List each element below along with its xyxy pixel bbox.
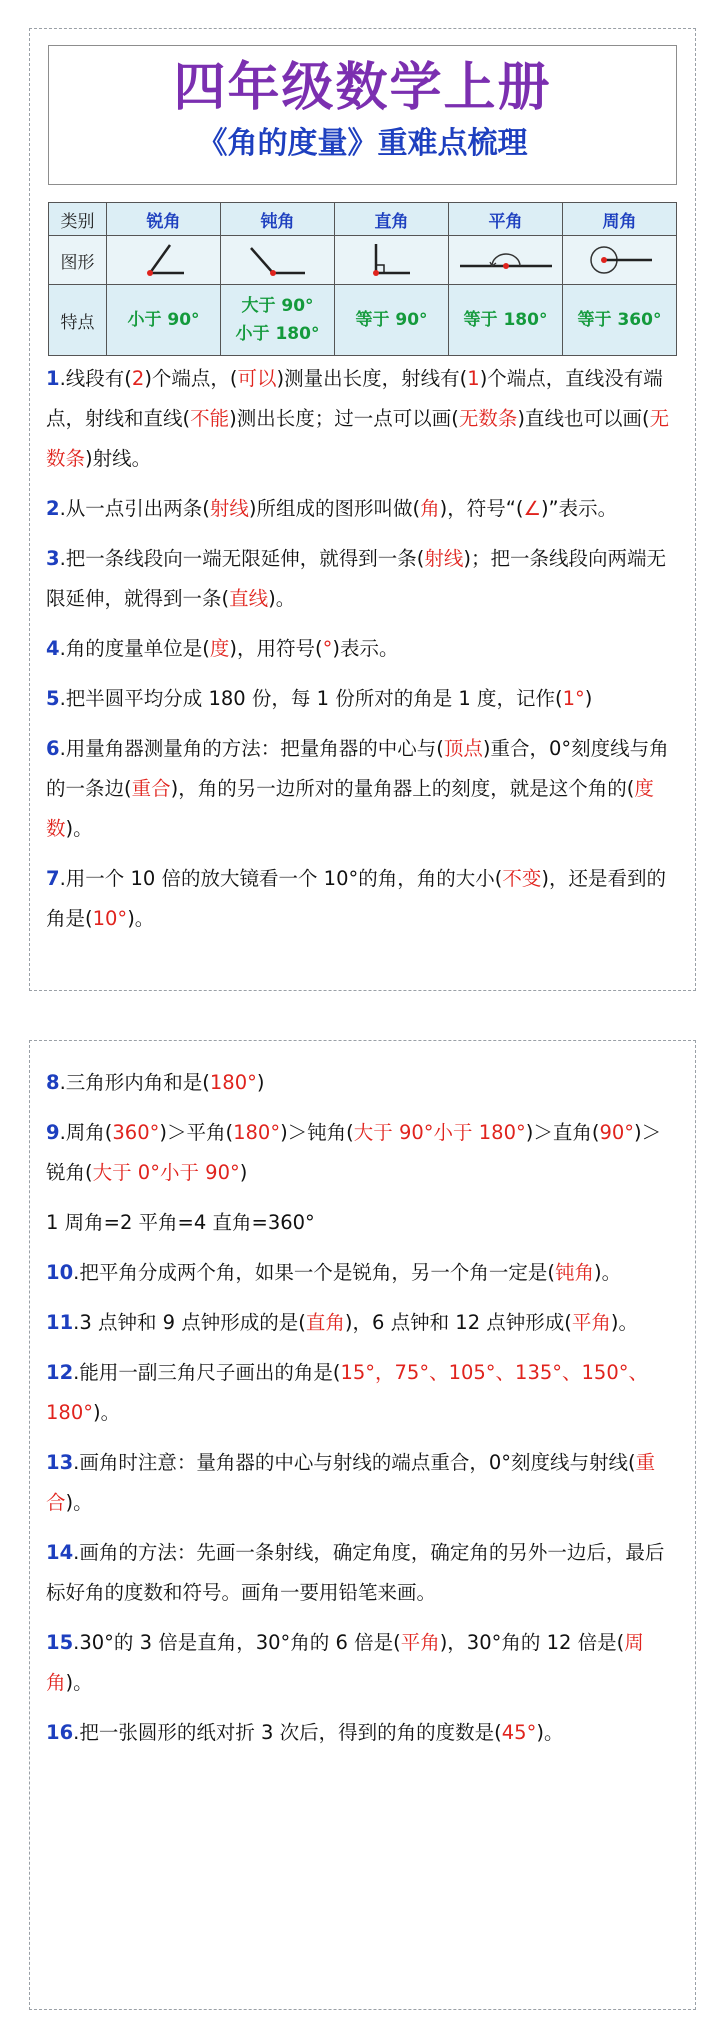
item-text: )。: [65, 1671, 93, 1694]
item-number: 3: [46, 547, 60, 570]
answer-text: 直线: [229, 587, 269, 610]
answer-text: 1: [467, 367, 480, 390]
answer-text: 重合: [46, 1451, 656, 1514]
table-shape-row: [49, 236, 677, 285]
item-number: 5: [46, 687, 60, 710]
item-text: )，角的另一边所对的量角器上的刻度，就是这个角的(: [170, 777, 635, 800]
item-text: )，6 点钟和 12 点钟形成(: [344, 1311, 572, 1334]
col-right: 直角: [335, 203, 449, 236]
obtuse-angle-icon: [243, 240, 313, 280]
item-text: )＞平角(: [159, 1121, 234, 1144]
answer-text: 不能: [190, 407, 230, 430]
item-text: .3 点钟和 9 点钟形成的是(: [73, 1311, 306, 1334]
answer-text: 45°: [501, 1721, 537, 1744]
item-text: .用量角器测量角的方法：把量角器的中心与(: [59, 737, 444, 760]
col-acute: 锐角: [107, 203, 221, 236]
item-text: )个端点，(: [144, 367, 238, 390]
item-text: )，符号“(: [439, 497, 524, 520]
item-number: 11: [46, 1311, 74, 1334]
item-text: ): [584, 687, 593, 710]
item-text: )测量出长度，射线有(: [276, 367, 468, 390]
item-text: )重合，0°刻度线与角的一条边(: [46, 737, 669, 800]
acute-feature-line: 小于 90°: [127, 310, 200, 330]
item-text: ): [239, 1161, 248, 1184]
right-shape-cell: [335, 236, 449, 285]
item-number: 14: [46, 1541, 74, 1564]
acute-shape-cell: [107, 236, 221, 285]
answer-text: 大于 0°小于 90°: [92, 1161, 240, 1184]
right-feature: [335, 285, 449, 356]
item-text: )”表示。: [540, 497, 618, 520]
knowledge-item: [46, 1063, 679, 1103]
row-label-category: 类别: [49, 203, 107, 236]
page-title: 四年级数学上册: [173, 58, 552, 118]
item-number: 2: [46, 497, 60, 520]
item-text: .30°的 3 倍是直角，30°角的 6 倍是(: [73, 1631, 401, 1654]
answer-text: 无数条: [458, 407, 518, 430]
col-full: 周角: [563, 203, 677, 236]
answer-text: 15°，75°、105°、135°、150°、180°: [46, 1361, 648, 1424]
item-number: 10: [46, 1261, 74, 1284]
knowledge-item: [46, 629, 679, 669]
item-text: )所组成的图形叫做(: [248, 497, 421, 520]
knowledge-item: [46, 489, 679, 529]
answer-text: 钝角: [554, 1261, 594, 1284]
obtuse-shape-cell: [221, 236, 335, 285]
item-number: 13: [46, 1451, 74, 1474]
item-text: )射线。: [85, 447, 152, 470]
title-box: [48, 45, 677, 185]
item-number: 9: [46, 1121, 60, 1144]
summary-card-1: [29, 28, 696, 991]
straight-shape-cell: [449, 236, 563, 285]
knowledge-item: [46, 539, 679, 619]
summary-card-2: [29, 1040, 696, 2010]
item-text: .把半圆平均分成 180 份，每 1 份所对的角是 1 度，记作(: [59, 687, 563, 710]
answer-text: 不变: [502, 867, 542, 890]
item-number: 1: [46, 367, 60, 390]
knowledge-item: [46, 1203, 679, 1243]
answer-text: 度数: [46, 777, 654, 840]
item-text: .把平角分成两个角，如果一个是锐角，另一个角一定是(: [73, 1261, 555, 1284]
answer-text: 度: [209, 637, 230, 660]
item-text: )。: [268, 587, 296, 610]
knowledge-item: [46, 859, 679, 939]
right-feature-line: 等于 90°: [355, 310, 428, 330]
answer-text: °: [322, 637, 333, 660]
answer-text: 大于 90°小于 180°: [353, 1121, 526, 1144]
right-angle-icon: [362, 240, 422, 280]
answer-text: 平角: [400, 1631, 440, 1654]
full-feature: [563, 285, 677, 356]
item-text: )＞直角(: [525, 1121, 600, 1144]
item-number: 16: [46, 1721, 74, 1744]
row-label-feature: 特点: [49, 285, 107, 356]
item-text: )个端点，直线没有端点，射线和直线(: [46, 367, 663, 430]
answer-text: 90°: [599, 1121, 635, 1144]
item-text: )。: [593, 1261, 622, 1284]
knowledge-item: [46, 679, 679, 719]
straight-feature: [449, 285, 563, 356]
item-number: 12: [46, 1361, 74, 1384]
item-text: )，还是看到的角是(: [46, 867, 666, 930]
item-text: .周角(: [59, 1121, 113, 1144]
item-text: .线段有(: [59, 367, 132, 390]
table-feature-row: [49, 285, 677, 356]
col-obtuse: 钝角: [221, 203, 335, 236]
full-angle-icon: [580, 240, 660, 280]
knowledge-item: [46, 1303, 679, 1343]
full-shape-cell: [563, 236, 677, 285]
item-text: )。: [65, 1491, 93, 1514]
answer-text: 射线: [209, 497, 249, 520]
knowledge-item: [46, 1113, 679, 1193]
item-text: )＞钝角(: [280, 1121, 354, 1144]
full-feature-line: 等于 360°: [577, 310, 662, 330]
answer-text: 周角: [46, 1631, 644, 1694]
item-text: .画角时注意：量角器的中心与射线的端点重合，0°刻度线与射线(: [73, 1451, 636, 1474]
knowledge-item: [46, 1253, 679, 1293]
item-text: )直线也可以画(: [517, 407, 650, 430]
angle-types-table: [48, 202, 677, 356]
obtuse-feature: [221, 285, 335, 356]
knowledge-item: [46, 1443, 679, 1523]
acute-feature: [107, 285, 221, 356]
item-text: )。: [92, 1401, 121, 1424]
answer-text: 1°: [562, 687, 585, 710]
answer-text: ∠: [523, 497, 541, 520]
item-text: .用一个 10 倍的放大镜看一个 10°的角，角的大小(: [59, 867, 503, 890]
item-text: .角的度量单位是(: [59, 637, 210, 660]
answer-text: 直角: [305, 1311, 345, 1334]
item-text: )，用符号(: [229, 637, 323, 660]
page-subtitle: 《角的度量》重难点梳理: [197, 126, 528, 161]
item-text: )测出长度；过一点可以画(: [229, 407, 459, 430]
obtuse-feature-line-1: 大于 90°: [241, 296, 314, 316]
item-text: )，30°角的 12 倍是(: [439, 1631, 625, 1654]
answer-text: 可以: [237, 367, 277, 390]
answer-text: 180°: [209, 1071, 257, 1094]
item-text: )表示。: [332, 637, 399, 660]
item-text: )＞锐角(: [46, 1121, 662, 1184]
item-text: .能用一副三角尺子画出的角是(: [73, 1361, 341, 1384]
knowledge-item: [46, 1353, 679, 1433]
answer-text: 顶点: [443, 737, 483, 760]
item-text: )；把一条线段向两端无限延伸，就得到一条(: [46, 547, 667, 610]
knowledge-item: [46, 1623, 679, 1703]
knowledge-item: [46, 729, 679, 849]
straight-feature-line: 等于 180°: [463, 310, 548, 330]
answer-text: 重合: [131, 777, 171, 800]
knowledge-list-1: [46, 359, 679, 949]
item-text: )。: [127, 907, 155, 930]
knowledge-list-2: [46, 1063, 679, 1763]
straight-angle-icon: [456, 240, 556, 280]
row-label-shape: 图形: [49, 236, 107, 285]
item-text: .三角形内角和是(: [59, 1071, 210, 1094]
col-straight: 平角: [449, 203, 563, 236]
item-text: .把一条线段向一端无限延伸，就得到一条(: [59, 547, 425, 570]
answer-text: 360°: [112, 1121, 160, 1144]
answer-text: 180°: [233, 1121, 281, 1144]
item-text: .把一张圆形的纸对折 3 次后，得到的角的度数是(: [73, 1721, 502, 1744]
knowledge-item: [46, 1533, 679, 1613]
acute-angle-icon: [134, 240, 194, 280]
item-number: 4: [46, 637, 60, 660]
item-number: 7: [46, 867, 60, 890]
answer-text: 10°: [92, 907, 128, 930]
table-header-row: [49, 203, 677, 236]
item-text: )。: [536, 1721, 564, 1744]
obtuse-feature-line-2: 小于 180°: [235, 324, 320, 344]
item-text: )。: [610, 1311, 639, 1334]
answer-text: 无数条: [46, 407, 670, 470]
item-number: 15: [46, 1631, 74, 1654]
answer-text: 射线: [424, 547, 464, 570]
knowledge-item: [46, 359, 679, 479]
answer-text: 平角: [571, 1311, 611, 1334]
item-number: 8: [46, 1071, 60, 1094]
knowledge-item: [46, 1713, 679, 1753]
item-number: 6: [46, 737, 60, 760]
answer-text: 角: [420, 497, 440, 520]
item-text: .从一点引出两条(: [59, 497, 210, 520]
item-text: 1 周角=2 平角=4 直角=360°: [46, 1211, 315, 1234]
item-text: )。: [65, 817, 93, 840]
answer-text: 2: [131, 367, 145, 390]
item-text: ): [256, 1071, 265, 1094]
item-text: .画角的方法：先画一条射线，确定角度，确定角的另外一边后，最后标好角的度数和符号。画角一要用铅笔来画。: [46, 1541, 665, 1604]
